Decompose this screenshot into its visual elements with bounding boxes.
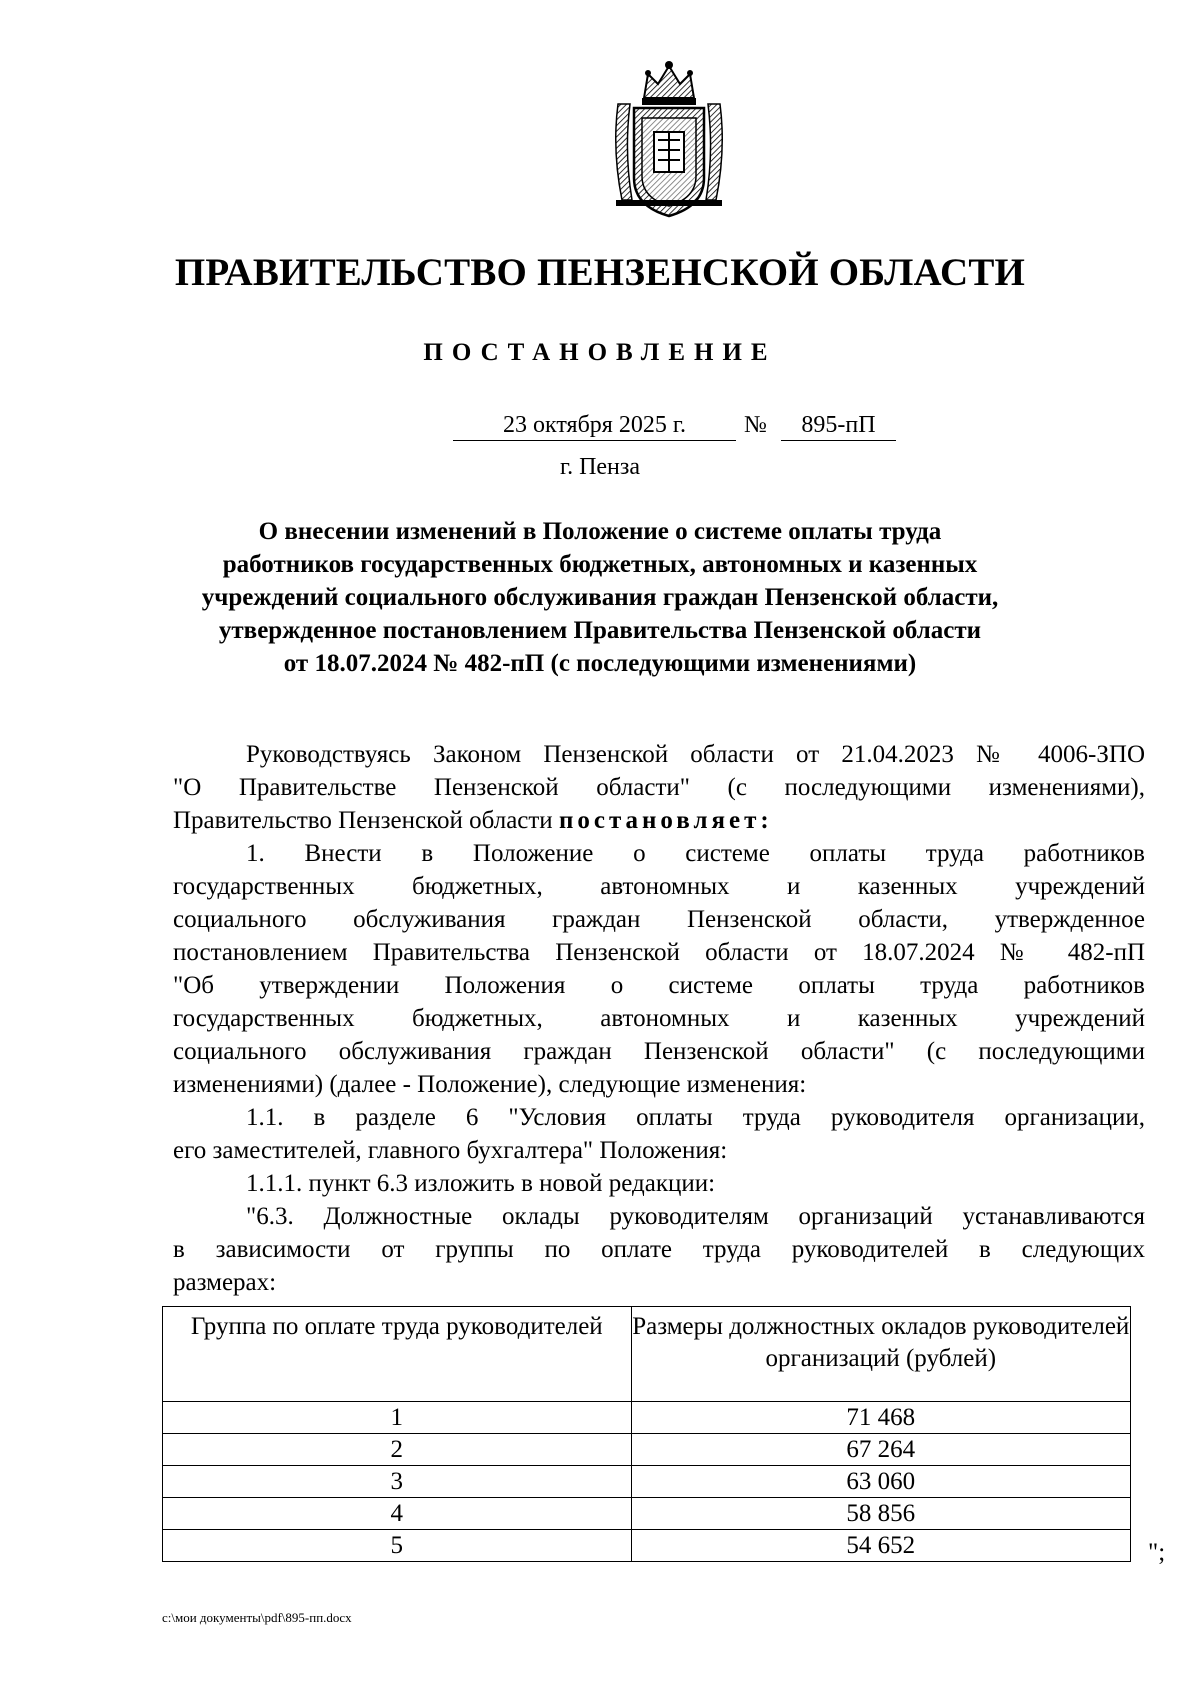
table-header-row — [163, 1307, 1131, 1402]
subject-line: от 18.07.2024 № 482-пП (с последующими изменениями) — [283, 650, 917, 677]
item111-line: 1.1.1. пункт 6.3 изложить в новой редакции: — [246, 1170, 716, 1197]
salary-table-container — [162, 1306, 1131, 1562]
table-header-cell: Группа по оплате труда руководителей — [163, 1307, 632, 1402]
item1-line: постановлением Правительства Пензенской области от 18.07.2024 № 482-пП — [173, 939, 1145, 966]
preamble-line: "О Правительстве Пензенской области" (с последующими изменениями), — [173, 774, 1145, 801]
item1-line: 1. Внести в Положение о системе оплаты труда работников — [246, 840, 1145, 867]
number-sign: № — [744, 412, 767, 438]
item11-line: 1.1. в разделе 6 "Условия оплаты труда руководителя организации, — [246, 1104, 1145, 1131]
preamble-prefix: Правительство Пензенской области — [173, 807, 559, 834]
closing-quote: "; — [1148, 1539, 1166, 1566]
table-cell-group: 3 — [163, 1466, 632, 1498]
table-header-cell: Размеры должностных окладов руководителей организаций (рублей) — [631, 1307, 1130, 1402]
item1-line: "Об утверждении Положения о системе оплаты труда работников — [173, 972, 1145, 999]
decree-keyword: постановляет: — [558, 807, 773, 834]
item1-line: социального обслуживания граждан Пензенской области, утвержденное — [173, 906, 1145, 933]
table-cell-salary: 54 652 — [631, 1530, 1130, 1562]
table-cell-salary: 58 856 — [631, 1498, 1130, 1530]
table-row — [163, 1434, 1131, 1466]
table-row — [163, 1530, 1131, 1562]
table-row — [163, 1498, 1131, 1530]
item63-line: в зависимости от группы по оплате труда руководителей в следующих — [173, 1236, 1145, 1263]
table-row — [163, 1466, 1131, 1498]
item1-line: государственных бюджетных, автономных и казенных учреждений — [173, 1005, 1145, 1032]
table-cell-group: 1 — [163, 1402, 632, 1434]
item1-line: изменениями) (далее - Положение), следующие изменения: — [173, 1071, 807, 1098]
subject-line: работников государственных бюджетных, автономных и казенных — [222, 551, 978, 578]
table-cell-salary: 63 060 — [631, 1466, 1130, 1498]
document-body — [173, 738, 1145, 1299]
document-date: 23 октября 2025 г. — [453, 410, 736, 441]
government-title: ПРАВИТЕЛЬСТВО ПЕНЗЕНСКОЙ ОБЛАСТИ — [174, 251, 1026, 294]
penza-coat-of-arms-icon — [608, 60, 730, 220]
item63-line: "6.3. Должностные оклады руководителям организаций устанавливаются — [246, 1203, 1145, 1230]
table-cell-salary: 71 468 — [631, 1402, 1130, 1434]
preamble-line — [173, 804, 1145, 837]
document-type: ПОСТАНОВЛЕНИЕ — [423, 339, 777, 366]
preamble-line: Руководствуясь Законом Пензенской области от 21.04.2023 № 4006-ЗПО — [246, 741, 1145, 768]
item1-line: социального обслуживания граждан Пензенской области" (с последующими — [173, 1038, 1145, 1065]
document-number: 895-пП — [781, 410, 896, 441]
item1-line: государственных бюджетных, автономных и казенных учреждений — [173, 873, 1145, 900]
salary-table — [162, 1306, 1131, 1562]
table-cell-salary: 67 264 — [631, 1434, 1130, 1466]
subject-line: учреждений социального обслуживания граждан Пензенской области, — [201, 584, 999, 611]
table-cell-group: 4 — [163, 1498, 632, 1530]
subject-line: О внесении изменений в Положение о системе оплаты труда — [258, 518, 942, 545]
item11-line: его заместителей, главного бухгалтера" Положения: — [173, 1137, 728, 1164]
table-row — [163, 1402, 1131, 1434]
subject-line: утвержденное постановлением Правительства Пензенской области — [218, 617, 982, 644]
item63-line: размерах: — [173, 1269, 277, 1296]
document-subject — [175, 515, 1025, 680]
table-cell-group: 2 — [163, 1434, 632, 1466]
table-cell-group: 5 — [163, 1530, 632, 1562]
city: г. Пенза — [559, 454, 641, 480]
footer-file-path: c:\мои документы\pdf\895-пп.docx — [162, 1610, 352, 1625]
